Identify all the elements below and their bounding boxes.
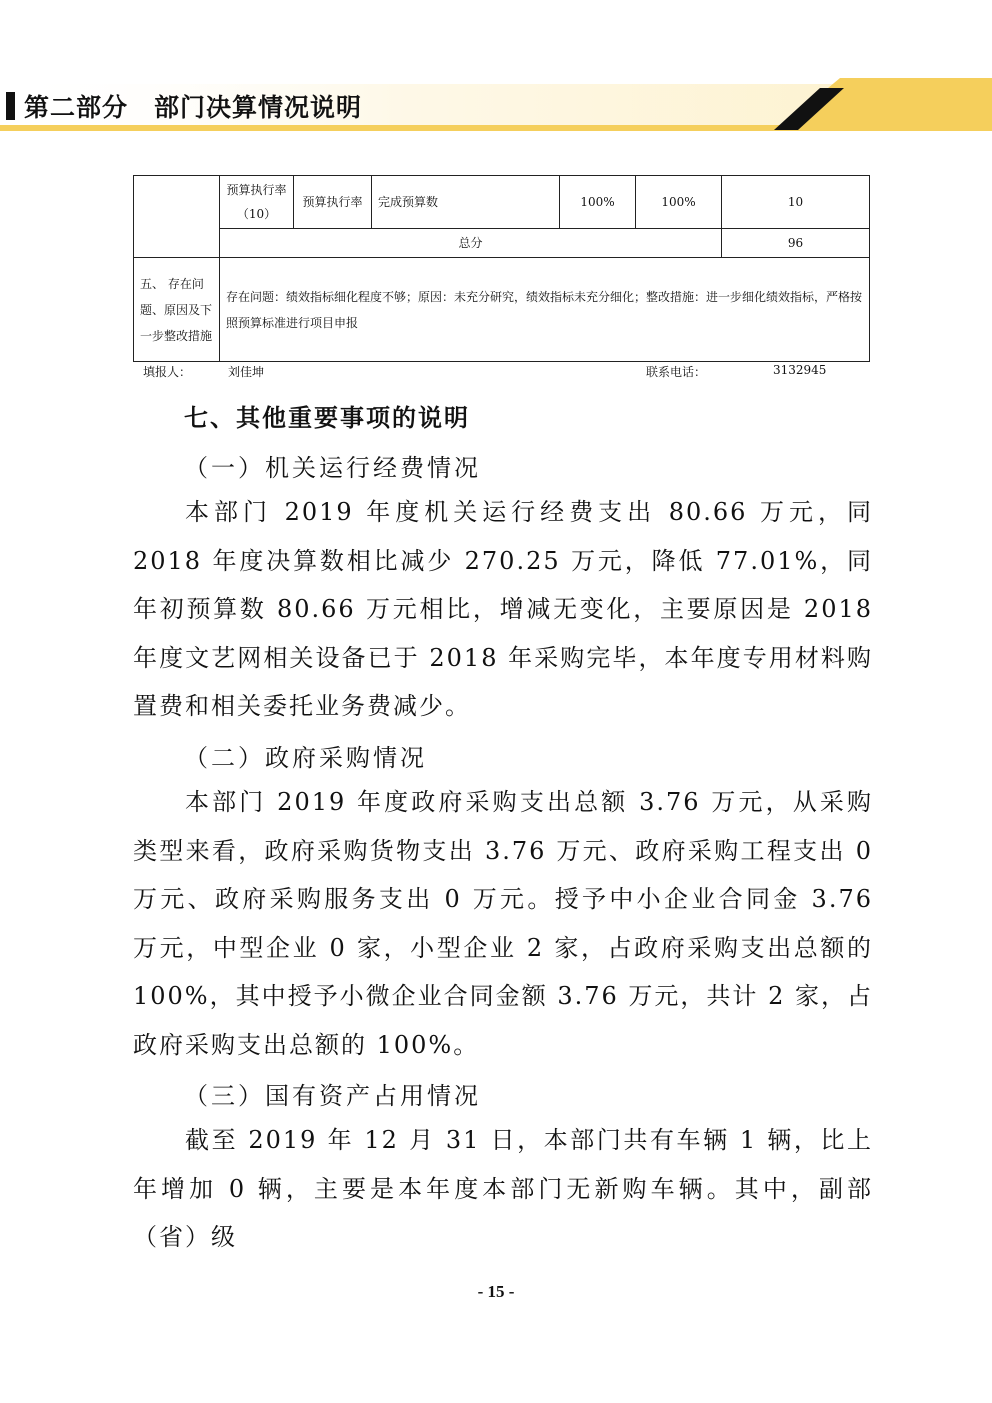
table-row-issues bbox=[134, 258, 870, 362]
total-label: 总分 bbox=[220, 229, 722, 258]
total-value: 96 bbox=[722, 229, 870, 258]
subheading-2: （二）政府采购情况 bbox=[184, 744, 427, 772]
table-row bbox=[134, 176, 870, 229]
filler-name: 刘佳坤 bbox=[228, 365, 265, 379]
header-corner-decoration bbox=[770, 78, 992, 130]
table-cell-empty bbox=[134, 176, 220, 258]
paragraph-2: 本部门 2019 年度政府采购支出总额 3.76 万元，从采购类型来看，政府采购货物支出 3.76 万元、政府采购工程支出 0 万元、政府采购服务支出 0 万元。授予中小企业合同金 3.76 万元，中型企业 0 家，小型企业 2 家，占政府采购支出总额的 100%，其中授予小微企业合同金额 3.76 万元，共计 2 家，占政府采购支出总额的 100%。 bbox=[133, 788, 873, 1059]
issues-content: 存在问题：绩效指标细化程度不够；原因：未充分研究，绩效指标未充分细化；整改措施：进一步细化绩效指标，严格按照预算标准进行项目申报 bbox=[220, 258, 870, 362]
table-cell: 预算执行率（10） bbox=[220, 176, 294, 229]
page-number: - 15 - bbox=[477, 1282, 515, 1301]
table-cell: 100% bbox=[636, 176, 722, 229]
table-cell: 预算执行率 bbox=[294, 176, 372, 229]
header-marker bbox=[6, 92, 15, 120]
paragraph-1: 本部门 2019 年度机关运行经费支出 80.66 万元，同 2018 年度决算数相比减少 270.25 万元，降低 77.01%，同年初预算数 80.66 万元相比，增减无变化，主要原因是 2018 年度文艺网相关设备已于 2018 年采购完毕，本年度专用材料购置费和相关委托业务费减少。 bbox=[133, 498, 873, 720]
phone-number: 3132945 bbox=[773, 363, 827, 377]
phone-label: 联系电话： bbox=[646, 365, 707, 379]
table-cell: 完成预算数 bbox=[372, 176, 560, 229]
table-row-total bbox=[134, 229, 870, 258]
section-heading: 七、其他重要事项的说明 bbox=[184, 404, 470, 432]
performance-table bbox=[133, 175, 870, 362]
subheading-1: （一）机关运行经费情况 bbox=[184, 454, 481, 482]
issues-label: 五、 存在问题、原因及下一步整改措施 bbox=[134, 258, 220, 362]
table-cell: 100% bbox=[560, 176, 636, 229]
section-title: 第二部分 部门决算情况说明 bbox=[24, 93, 363, 122]
paragraph-3: 截至 2019 年 12 月 31 日，本部门共有车辆 1 辆，比上年增加 0 辆，主要是本年度本部门无新购车辆。其中，副部（省）级 bbox=[133, 1126, 873, 1251]
filler-label: 填报人： bbox=[143, 365, 192, 379]
table-cell: 10 bbox=[722, 176, 870, 229]
subheading-3: （三）国有资产占用情况 bbox=[184, 1082, 481, 1110]
